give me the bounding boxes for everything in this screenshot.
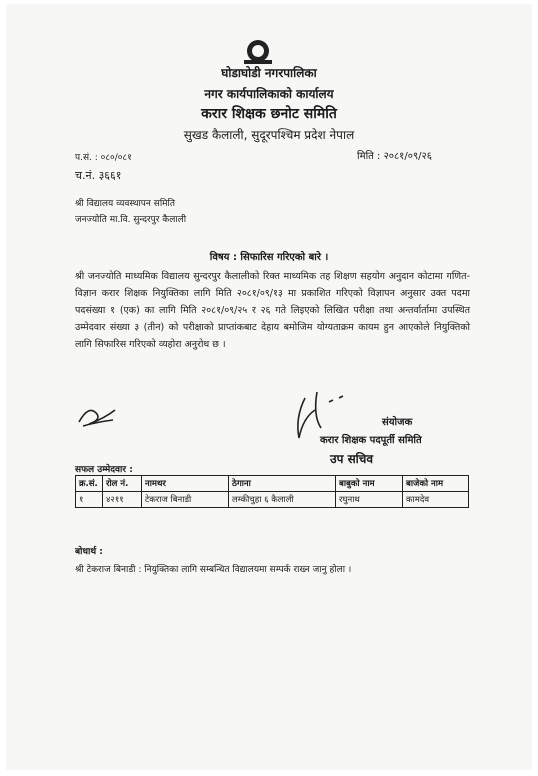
col-grandfather: बाजेको नाम (403, 476, 469, 492)
cell-sn: १ (76, 492, 103, 508)
committee-name: करार शिक्षक छनोट समिति (201, 106, 337, 122)
letter-number: प.सं. : ०८०/०८१ (75, 153, 132, 163)
signatory-committee: करार शिक्षक पदपूर्ती समिति (320, 435, 422, 446)
cell-address: लम्कीचुहा ६ कैलाली (229, 492, 336, 508)
table-header-row (76, 476, 469, 492)
letter-date: मिति : २०८१/०९/२६ (357, 151, 432, 162)
dispatch-number: च.नं. ३६६१ (75, 169, 122, 182)
cell-roll: ४२११ (103, 492, 142, 508)
table-row (76, 492, 469, 508)
col-father: बाबुको नाम (336, 476, 403, 492)
table-caption: सफल उम्मेदवार : (75, 465, 133, 475)
cc-label: बोधार्थ : (75, 547, 103, 557)
signatory-role: संयोजक (382, 417, 413, 428)
cc-text: श्री टेकराज बिनाडी : नियुक्तिका लागि सम्बन्धित विद्यालयमा सम्पर्क राख्न जानु होला । (75, 565, 352, 575)
successful-candidates-table (75, 475, 469, 508)
recipient-line2: जनज्योति मा.वि. सुन्दरपुर कैलाली (75, 215, 187, 225)
col-roll: रोल नं. (103, 476, 142, 492)
col-address: ठेगाना (229, 476, 336, 492)
cell-father: रघुनाथ (336, 492, 403, 508)
letter-subject: विषय : सिफारिस गरिएको बारे । (209, 252, 329, 263)
office-address: सुखड कैलाली, सुदूरपश्चिम प्रदेश नेपाल (183, 128, 355, 142)
initial-signature (75, 400, 120, 434)
official-stamp: उप सचिव (330, 452, 374, 466)
col-name: नामथर (142, 476, 229, 492)
recipient-line1: श्री विद्यालय व्यवस्थापन समिति (75, 199, 176, 209)
cell-name: टेकराज बिनाडी (142, 492, 229, 508)
office-name: नगर कार्यपालिकाको कार्यालय (204, 87, 334, 101)
col-sn: क्र.सं. (76, 476, 103, 492)
letter-body: श्री जनज्योति माध्यमिक विद्यालय सुन्दरपुर कैलालीको रिक्त माध्यमिक तह शिक्षण सहयोग अनुदान कोटामा गणित-विज्ञान करार शिक्षक नियुक्तिका लागि मिति २०८१/०९/१३ मा प्रकाशित गरिएको विज्ञापन अनुसार उक्त पदमा पदसंख्या १ (एक) का लागि मिति २०८१/०९/२५ र २६ गते लिइएको लिखित परीक्षा तथा अन्तर्वार्तामा उपस्थित उम्मेदवार संख्या ३ (तीन) को परीक्षाको प्राप्तांकबाट देहाय बमोजिम योग्यताक्रम कायम हुन आएकोले नियुक्तिको लागि सिफारिस गरिएको व्यहोरा अनुरोध छ । (75, 271, 470, 350)
cell-grandfather: कामदेव (403, 492, 469, 508)
municipality-name: घोडाघोडी नगरपालिका (221, 66, 317, 80)
